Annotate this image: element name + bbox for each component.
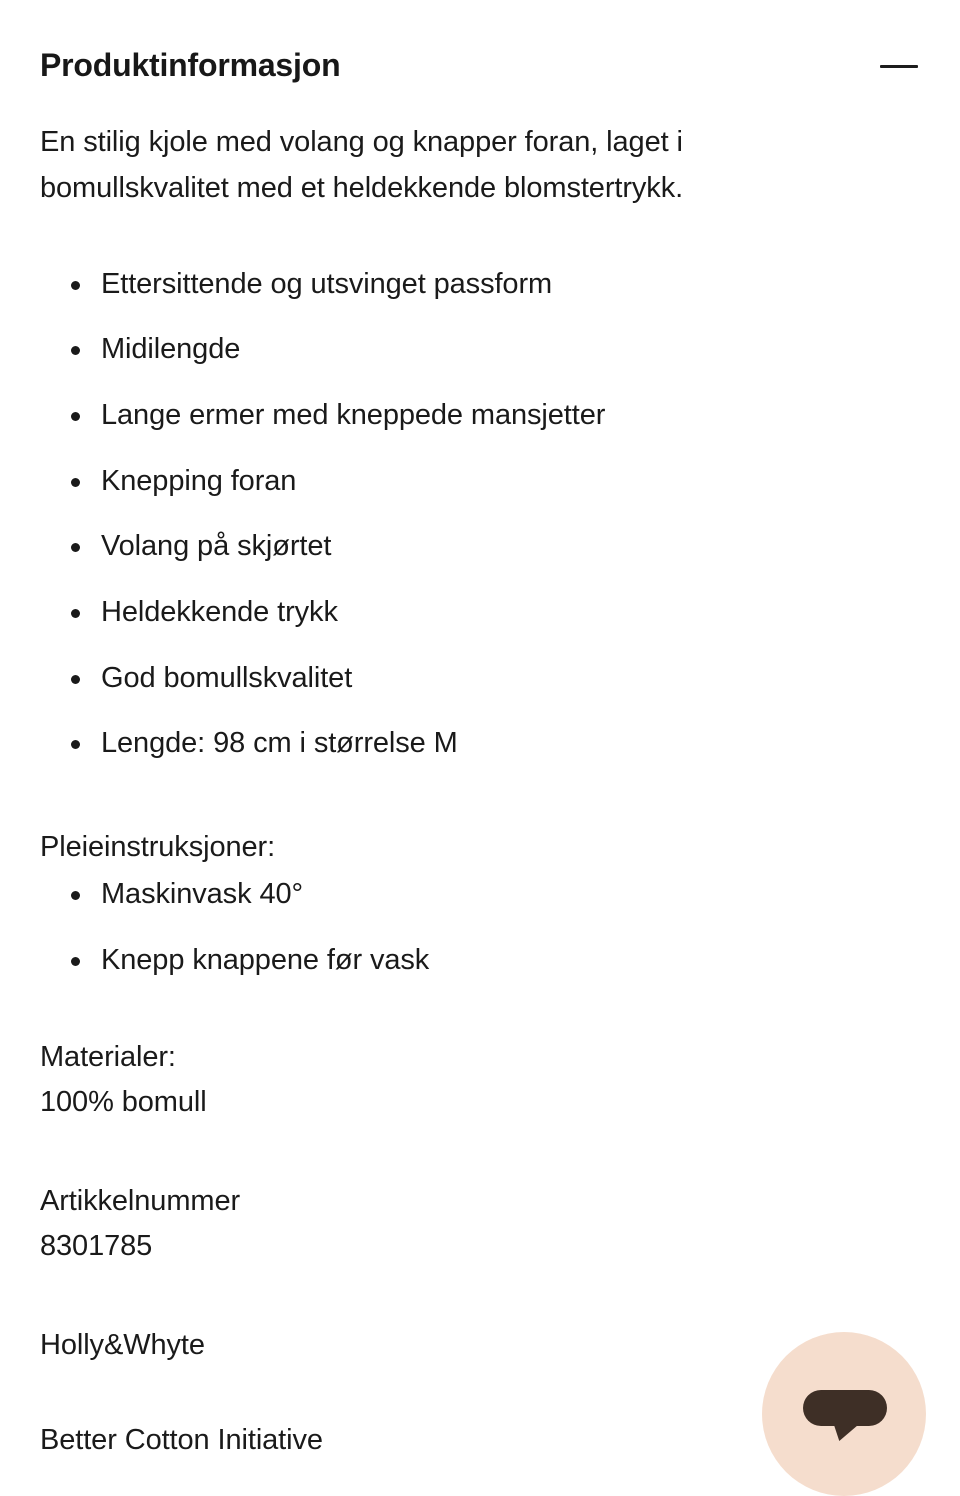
chat-support-button[interactable] xyxy=(762,1332,926,1496)
minus-icon xyxy=(880,65,918,68)
materials-label: Materialer: xyxy=(40,1041,176,1074)
feature-list xyxy=(40,266,920,764)
list-item: Lange ermer med kneppede mansjetter xyxy=(40,397,920,435)
initiative-name: Better Cotton Initiative xyxy=(40,1424,323,1457)
page-title: Produktinformasjon xyxy=(40,47,341,84)
care-instructions-heading: Pleieinstruksjoner: xyxy=(40,831,276,864)
care-instructions-list xyxy=(40,876,920,979)
chat-bubble-icon xyxy=(803,1390,887,1426)
list-item: Ettersittende og utsvinget passform xyxy=(40,266,920,304)
list-item: God bomullskvalitet xyxy=(40,660,920,698)
list-item: Knepp knappene før vask xyxy=(40,942,920,980)
brand-name: Holly&Whyte xyxy=(40,1329,205,1362)
list-item: Knepping foran xyxy=(40,463,920,501)
list-item: Volang på skjørtet xyxy=(40,528,920,566)
list-item: Lengde: 98 cm i størrelse M xyxy=(40,725,920,763)
section-header[interactable] xyxy=(40,0,920,120)
product-description: En stilig kjole med volang og knapper foran, laget i bomullskvalitet med et heldekkende blomstertrykk. xyxy=(40,126,684,204)
list-item: Maskinvask 40° xyxy=(40,876,920,914)
materials-value: 100% bomull xyxy=(40,1086,207,1119)
article-number-value: 8301785 xyxy=(40,1230,153,1263)
collapse-section-button[interactable] xyxy=(872,39,926,93)
list-item: Midilengde xyxy=(40,331,920,369)
article-number-block xyxy=(40,1179,920,1269)
article-number-label: Artikkelnummer xyxy=(40,1185,241,1218)
materials-block xyxy=(40,1035,920,1125)
list-item: Heldekkende trykk xyxy=(40,594,920,632)
